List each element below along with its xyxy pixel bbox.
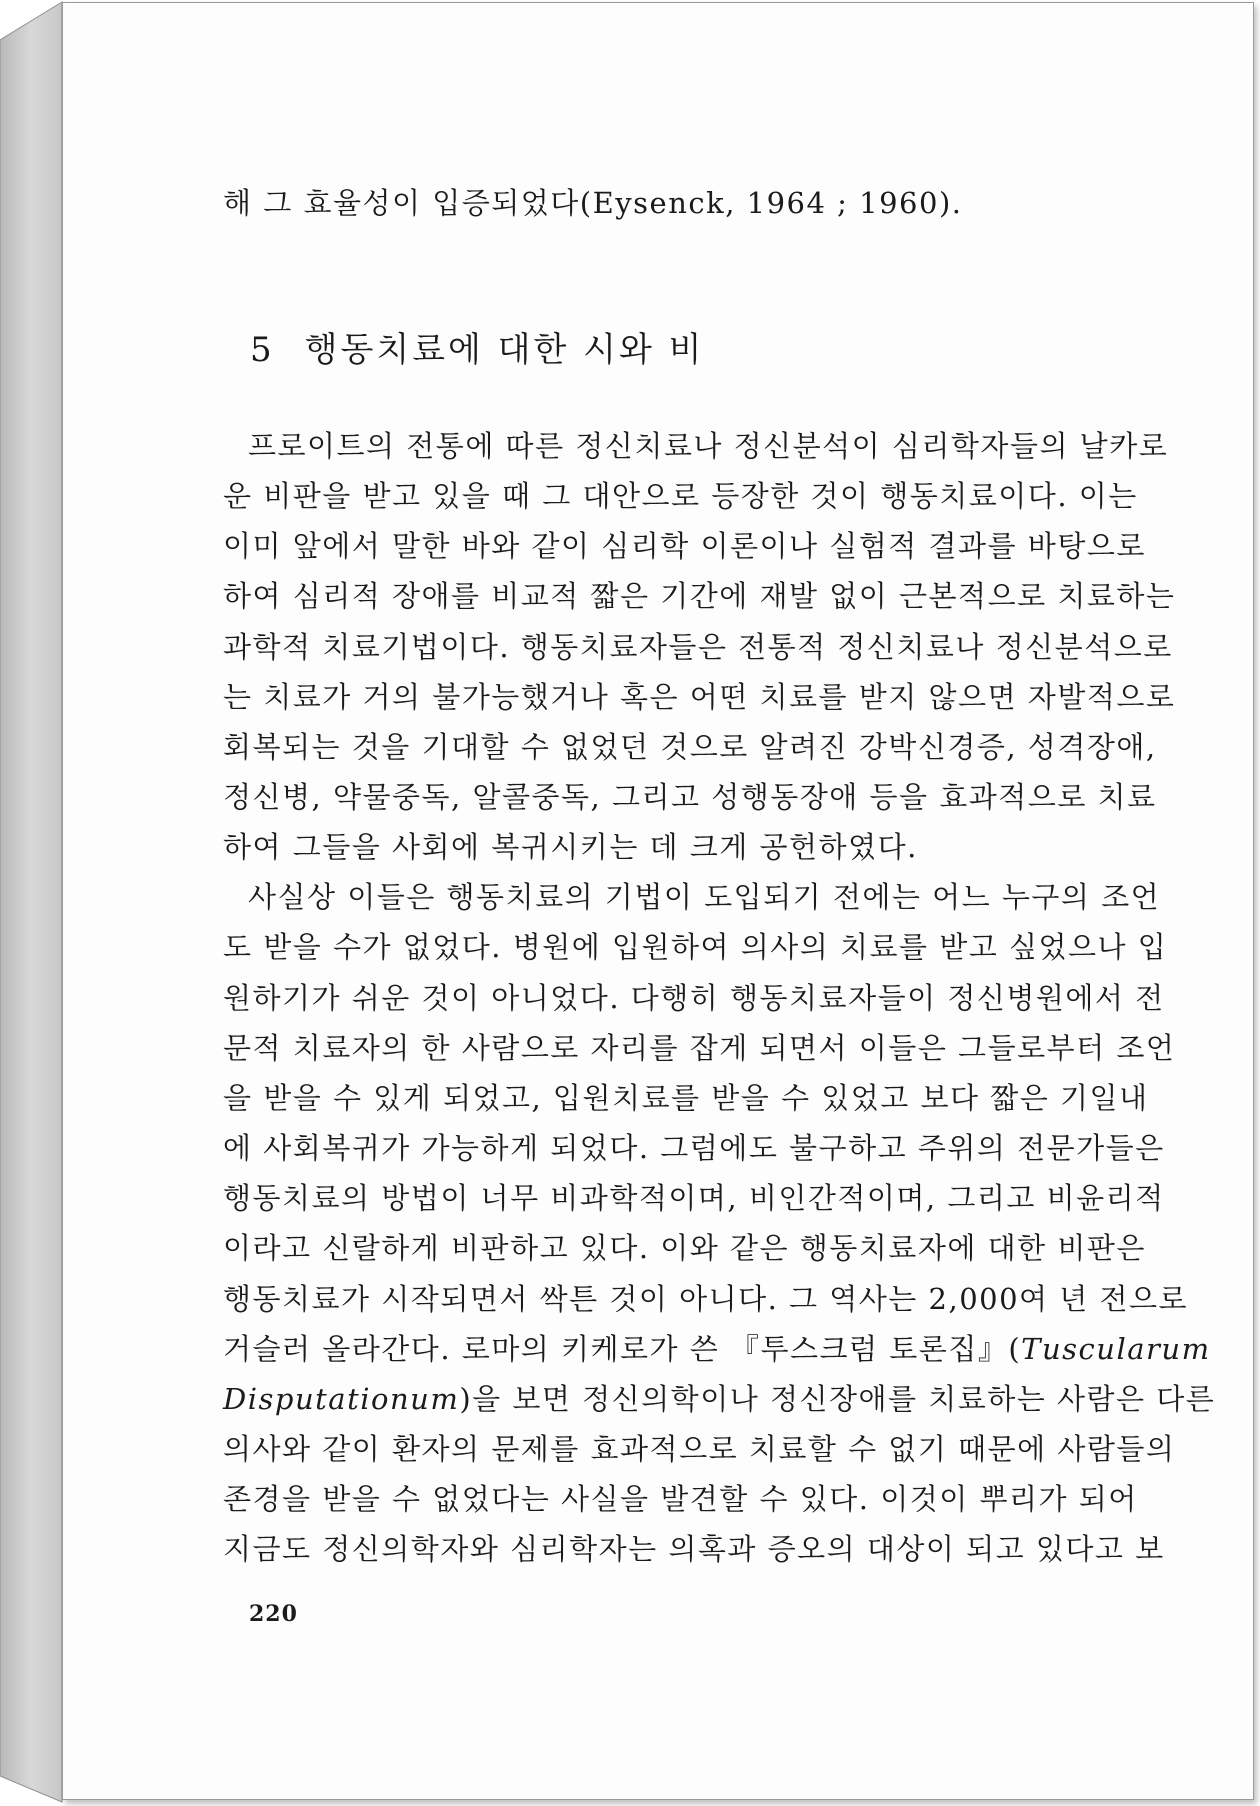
body-line: 회복되는 것을 기대할 수 없었던 것으로 알려진 강박신경증, 성격장애, xyxy=(223,730,1157,764)
body-line: 프로이트의 전통에 따른 정신치료나 정신분석이 심리학자들의 날카로 xyxy=(248,429,1169,463)
section-title: 행동치료에 대한 시와 비 xyxy=(304,330,705,370)
body-line: 도 받을 수가 없었다. 병원에 입원하여 의사의 치료를 받고 싶었으나 입 xyxy=(223,930,1168,964)
body-line: 문적 치료자의 한 사람으로 자리를 잡게 되면서 이들은 그들로부터 조언 xyxy=(223,1031,1176,1065)
body-line xyxy=(223,1379,1216,1419)
body-line: 사실상 이들은 행동치료의 기법이 도입되기 전에는 어느 누구의 조언 xyxy=(248,880,1161,914)
body-line: 행동치료가 시작되면서 싹튼 것이 아니다. 그 역사는 2,000여 년 전으로 xyxy=(223,1282,1189,1316)
latin-title: Disputationum xyxy=(223,1382,460,1416)
body-line: 운 비판을 받고 있을 때 그 대안으로 등장한 것이 행동치료이다. 이는 xyxy=(223,479,1138,513)
body-line: 에 사회복귀가 가능하게 되었다. 그럼에도 불구하고 주위의 전문가들은 xyxy=(223,1131,1165,1165)
continuation-line: 해 그 효율성이 입증되었다(Eysenck, 1964 ; 1960). xyxy=(223,186,963,220)
body-line: 하여 그들을 사회에 복귀시키는 데 크게 공헌하였다. xyxy=(223,830,918,864)
book-spine xyxy=(0,0,70,1806)
latin-title: Tuscularum xyxy=(1021,1332,1211,1366)
section-number: 5 xyxy=(250,330,275,370)
body-text: )을 보면 정신의학이나 정신장애를 치료하는 사람은 다른 xyxy=(459,1382,1216,1416)
body-line: 이라고 신랄하게 비판하고 있다. 이와 같은 행동치료자에 대한 비판은 xyxy=(223,1231,1146,1265)
section-heading xyxy=(250,328,705,372)
body-line: 의사와 같이 환자의 문제를 효과적으로 치료할 수 없기 때문에 사람들의 xyxy=(223,1432,1176,1466)
body-line: 을 받을 수 있게 되었고, 입원치료를 받을 수 있었고 보다 짧은 기일내 xyxy=(223,1081,1149,1115)
body-line: 지금도 정신의학자와 심리학자는 의혹과 증오의 대상이 되고 있다고 보 xyxy=(223,1532,1165,1566)
body-line: 존경을 받을 수 없었다는 사실을 발견할 수 있다. 이것이 뿌리가 되어 xyxy=(223,1482,1138,1516)
body-line: 행동치료의 방법이 너무 비과학적이며, 비인간적이며, 그리고 비윤리적 xyxy=(223,1181,1165,1215)
page-number: 220 xyxy=(249,1601,298,1627)
body-line: 이미 앞에서 말한 바와 같이 심리학 이론이나 실험적 결과를 바탕으로 xyxy=(223,529,1146,563)
body-line: 정신병, 약물중독, 알콜중독, 그리고 성행동장애 등을 효과적으로 치료 xyxy=(223,780,1157,814)
body-line: 는 치료가 거의 불가능했거나 혹은 어떤 치료를 받지 않으면 자발적으로 xyxy=(223,680,1176,714)
body-line xyxy=(223,1329,1211,1369)
body-line: 원하기가 쉬운 것이 아니었다. 다행히 행동치료자들이 정신병원에서 전 xyxy=(223,981,1165,1015)
body-line: 하여 심리적 장애를 비교적 짧은 기간에 재발 없이 근본적으로 치료하는 xyxy=(223,579,1176,613)
body-line: 과학적 치료기법이다. 행동치료자들은 전통적 정신치료나 정신분석으로 xyxy=(223,630,1173,664)
body-text: 거슬러 올라간다. 로마의 키케로가 쓴 『투스크럼 토론집』( xyxy=(223,1332,1022,1366)
